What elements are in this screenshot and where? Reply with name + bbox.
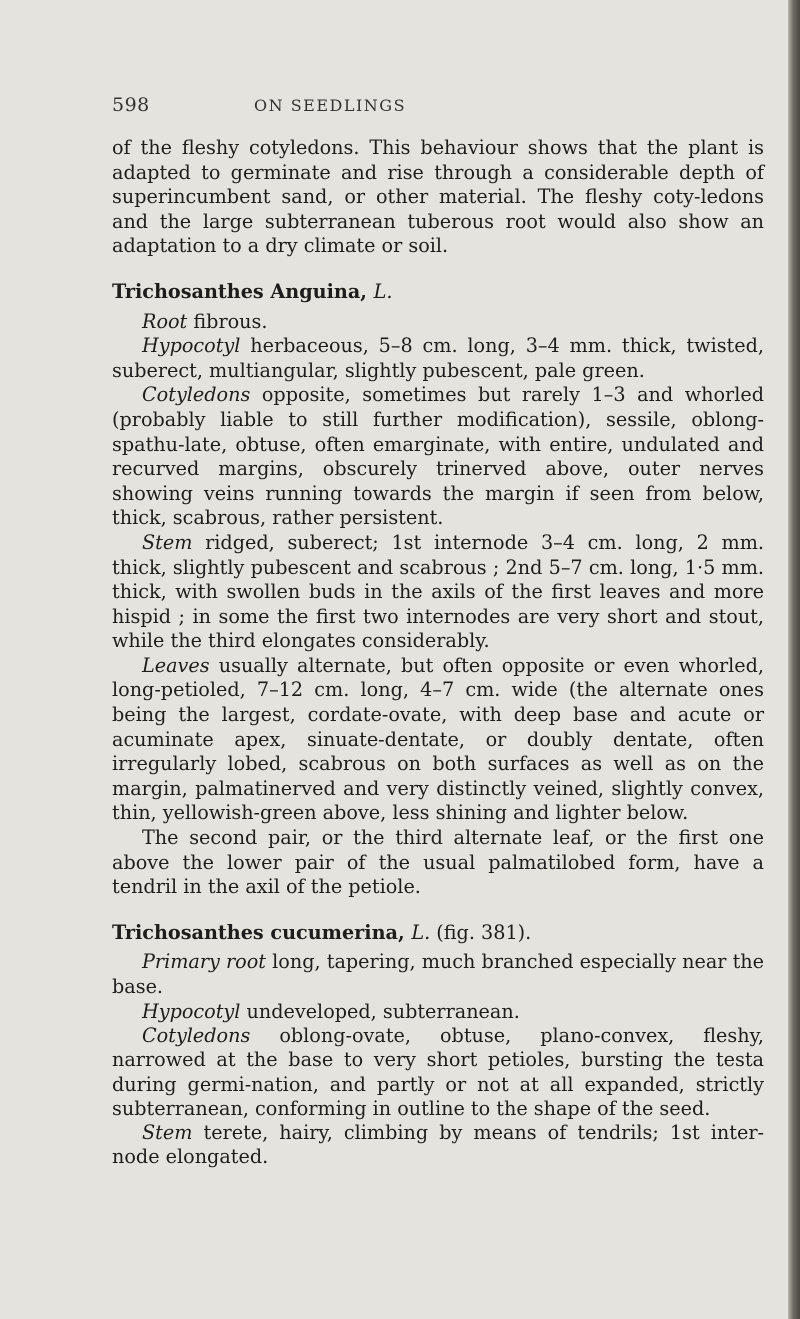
term-cotyledons: Cotyledons — [142, 1024, 251, 1048]
page-number: 598 — [112, 94, 150, 116]
running-title: ON SEEDLINGS — [254, 96, 407, 115]
term-hypocotyl: Hypocotyl — [142, 999, 241, 1023]
hypocotyl-description: undeveloped, subterranean. — [240, 999, 520, 1023]
cotyledons-description: oblong-ovate, obtuse, plano-convex, fleshy, narrowed at the base to very short petioles, bursting the testa during germi-nation, and partly or not at all expanded, strictly subterranean, conforming in outline to the shape of the seed. — [112, 1024, 764, 1120]
stem-description: terete, hairy, climbing by means of tendrils; 1st inter-node elongated. — [112, 1121, 764, 1169]
species-authority: L. — [411, 920, 431, 944]
root-paragraph — [112, 310, 764, 335]
cotyledons-paragraph — [112, 1024, 764, 1121]
species-heading-anguina — [112, 280, 764, 305]
body-text — [112, 136, 764, 1169]
running-head — [112, 94, 672, 120]
leaves-paragraph — [112, 654, 764, 826]
species-name: Trichosanthes cucumerina, — [112, 920, 405, 944]
hypocotyl-description: herbaceous, 5–8 cm. long, 3–4 mm. thick, twisted, suberect, multiangular, slightly pubescent, pale green. — [112, 334, 764, 382]
stem-paragraph — [112, 1121, 764, 1169]
species-name: Trichosanthes Anguina, — [112, 279, 367, 303]
hypocotyl-paragraph — [112, 1000, 764, 1025]
cotyledons-paragraph — [112, 383, 764, 531]
term-stem: Stem — [142, 530, 193, 554]
term-root: Root — [142, 309, 188, 333]
primary-root-description: long, tapering, much branched especially near the base. — [112, 950, 765, 998]
second-pair-paragraph: The second pair, or the third alternate leaf, or the first one above the lower pair of the usual palmatilobed form, have a tendril in the axil of the petiole. — [112, 826, 764, 899]
stem-paragraph — [112, 531, 764, 654]
primary-root-paragraph — [112, 950, 764, 999]
term-hypocotyl: Hypocotyl — [142, 334, 241, 358]
term-cotyledons: Cotyledons — [142, 383, 251, 407]
hypocotyl-paragraph — [112, 334, 764, 383]
term-primary-root: Primary root — [142, 950, 267, 974]
leaves-description: usually alternate, but often opposite or even whorled, long-petioled, 7–12 cm. long, 4–7 cm. wide (the alternate ones being the largest, cordate-ovate, with deep base and acute or acuminate apex, sinuate-dentate, or doubly dentate, often irregularly lobed, scabrous on both surfaces as well as on the margin, palmatinerved and very distinctly veined, slightly convex, thin, yellowish-green above, less shining and lighter below. — [112, 653, 764, 825]
term-stem: Stem — [142, 1121, 193, 1144]
stem-description: ridged, suberect; 1st internode 3–4 cm. long, 2 mm. thick, slightly pubescent and scabrous ; 2nd 5–7 cm. long, 1·5 mm. thick, with swollen buds in the axils of the first leaves and more hispid ; in some the first two internodes are very short and stout, while the third elongates considerably. — [112, 530, 764, 653]
species-authority: L. — [373, 279, 393, 303]
root-description: fibrous. — [187, 309, 268, 333]
cotyledons-description: opposite, sometimes but rarely 1–3 and whorled (probably liable to still further modification), sessile, oblong-spathu-late, obtuse, often emarginate, with entire, undulated and recurved margins, obscurely trinerved above, outer nerves showing veins running towards the margin if seen from below, thick, scabrous, rather persistent. — [112, 383, 764, 530]
intro-paragraph: of the fleshy cotyledons. This behaviour shows that the plant is adapted to germinate and rise through a considerable depth of superincumbent sand, or other material. The fleshy coty-ledons and the large subterranean tuberous root would also show an adaptation to a dry climate or soil. — [112, 136, 764, 258]
book-spine-edge — [788, 0, 800, 1319]
species-heading-cucumerina — [112, 921, 764, 946]
term-leaves: Leaves — [142, 653, 210, 677]
figure-reference: (fig. 381). — [430, 920, 532, 944]
